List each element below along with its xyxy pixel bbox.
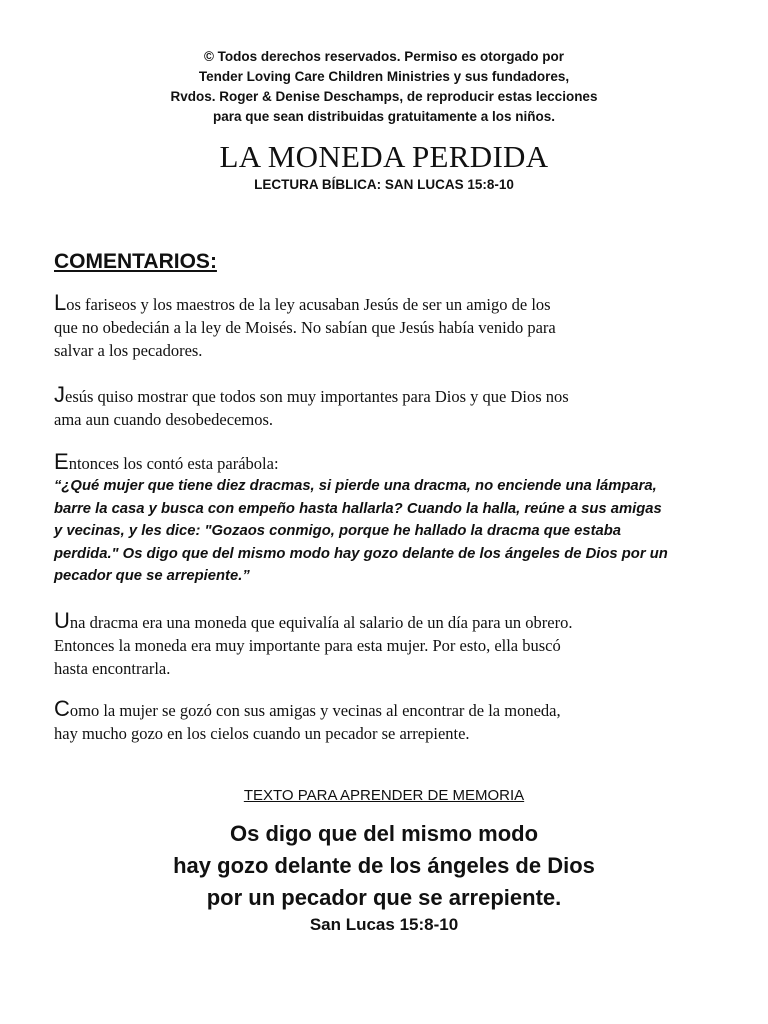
quote-line: pecador que se arrepiente.” (54, 568, 250, 584)
paragraph-line (54, 697, 734, 722)
memory-verse (0, 818, 768, 914)
paragraph-joy (54, 697, 734, 745)
quote-line: perdida." Os digo que del mismo modo hay gozo delante de los ángeles de Dios por un (54, 545, 668, 562)
quote-line: y vecinas, y les dice: "Gozaos conmigo, porque he hallado la dracma que estaba (54, 523, 622, 539)
paragraph-pharisees (54, 291, 734, 362)
drop-cap: C (54, 696, 70, 721)
copyright-line: Tender Loving Care Children Ministries y sus fundadores, (198, 69, 570, 84)
copyright-line: para que sean distribuidas gratuitamente a los niños. (212, 109, 556, 124)
memory-verse-line: hay gozo delante de los ángeles de Dios (173, 853, 595, 878)
paragraph-text: omo la mujer se gozó con sus amigas y vecinas al encontrar de la moneda, (69, 701, 561, 720)
drop-cap: L (54, 290, 67, 315)
memory-verse-line: por un pecador que se arrepiente. (206, 885, 562, 910)
paragraph-line (54, 383, 734, 408)
paragraph-text: ntonces los contó esta parábola: (68, 454, 279, 473)
paragraph-line (54, 609, 734, 634)
copyright-notice (0, 47, 768, 127)
drop-cap: U (54, 608, 70, 633)
comments-heading: COMENTARIOS: (54, 250, 217, 273)
bible-reading: LECTURA BÍBLICA: SAN LUCAS 15:8-10 (254, 177, 514, 192)
paragraph-line: que no obedecián a la ley de Moisés. No sabían que Jesús había venido para (54, 318, 556, 337)
paragraph-line (54, 291, 734, 316)
copyright-line: Rvdos. Roger & Denise Deschamps, de reproducir estas lecciones (170, 89, 598, 104)
lesson-title: LA MONEDA PERDIDA (219, 139, 549, 174)
paragraph-line: ama aun cuando desobedecemos. (54, 410, 273, 429)
paragraph-text: na dracma era una moneda que equivalía al salario de un día para un obrero. (69, 613, 573, 632)
memory-verse-line: Os digo que del mismo modo (229, 821, 539, 846)
paragraph-dracma (54, 609, 734, 680)
paragraph-line: Entonces la moneda era muy importante para esta mujer. Por esto, ella buscó (54, 636, 561, 655)
paragraph-line: hasta encontrarla. (54, 659, 171, 678)
memory-verse-reference: San Lucas 15:8-10 (309, 915, 459, 934)
parable-quote (54, 475, 734, 588)
drop-cap: J (54, 382, 65, 407)
quote-line: barre la casa y busca con empeño hasta hallarla? Cuando la halla, reúne a sus amigas (54, 500, 662, 517)
memory-verse-heading: TEXTO PARA APRENDER DE MEMORIA (243, 787, 525, 804)
paragraph-text: os fariseos y los maestros de la ley acusaban Jesús de ser un amigo de los (66, 295, 551, 314)
paragraph-line: salvar a los pecadores. (54, 341, 203, 360)
paragraph-line: hay mucho gozo en los cielos cuando un pecador se arrepiente. (54, 724, 470, 743)
paragraph-parable-intro (54, 450, 734, 475)
paragraph-line (54, 450, 734, 475)
paragraph-text: esús quiso mostrar que todos son muy importantes para Dios y que Dios nos (65, 387, 569, 406)
copyright-line: © Todos derechos reservados. Permiso es otorgado por (203, 49, 565, 64)
paragraph-jesus (54, 383, 734, 431)
drop-cap: E (54, 449, 69, 474)
quote-line: “¿Qué mujer que tiene diez dracmas, si pierde una dracma, no enciende una lámpara, (54, 478, 657, 494)
